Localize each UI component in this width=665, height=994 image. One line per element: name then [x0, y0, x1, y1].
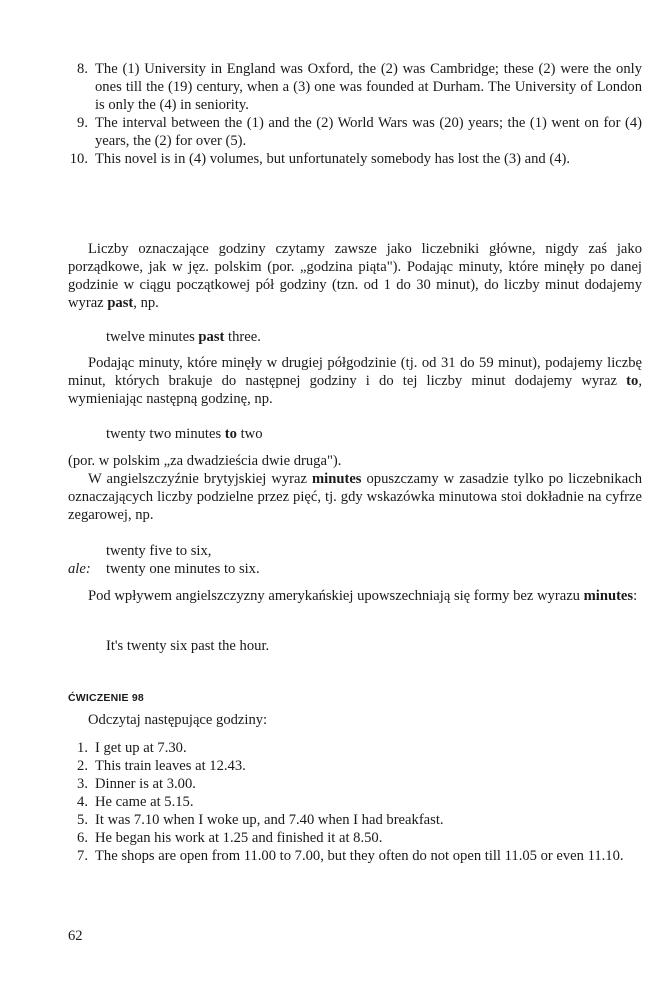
list-item-number: 3.	[77, 776, 88, 792]
exercise-98-list	[68, 739, 642, 865]
keyword-minutes: minutes	[312, 471, 362, 487]
list-item-number: 2.	[77, 758, 88, 774]
list-item	[68, 757, 642, 775]
list-item-number: 10.	[69, 151, 88, 167]
paragraph-text: (por. w polskim „za dwadzieścia dwie druga").	[68, 453, 342, 469]
list-item-text: I get up at 7.30.	[95, 740, 187, 756]
list-item-number: 4.	[77, 794, 88, 810]
paragraph-text: Podając minuty, które minęły w drugiej półgodzinie (tj. od 31 do 59 minut), podajemy liczbę minut, których brakuje do następnej godziny i do tej liczby minut dodajemy wyraz	[68, 355, 642, 389]
list-item	[68, 114, 642, 150]
list-item	[68, 150, 642, 168]
paragraph-text: :	[633, 588, 638, 604]
exercise-heading: ĆWICZENIE 98	[68, 692, 144, 704]
example-five-to-six: twenty five to six,	[106, 543, 212, 559]
paragraph-text: Liczby oznaczające godziny czytamy zawsze jako liczebniki główne, nigdy zaś jako porządkowe, jak w jęz. polskim (por. „godzina piąta"). Podając minuty, które minęły po danej godzinie w ciągu początkowej pół godziny (tzn. od 1 do 30 minut), do liczby minut dodajemy wyraz	[68, 241, 642, 311]
paragraph-text: opuszczamy w zasadzie tylko po liczebnikach oznaczających liczby podzielne przez pięć, tj. gdy wskazówka minutowa stoi dokładnie na cyfrze zegarowej, np.	[68, 471, 642, 523]
list-item-number: 5.	[77, 812, 88, 828]
list-item-text: It was 7.10 when I woke up, and 7.40 when I had breakfast.	[95, 812, 444, 828]
example-past-the-hour: It's twenty six past the hour.	[106, 638, 270, 654]
keyword-to: to	[224, 426, 237, 442]
list-item-text: This novel is in (4) volumes, but unfortunately somebody has lost the (3) and (4).	[95, 151, 571, 167]
keyword-past: past	[107, 295, 134, 311]
page-number: 62	[68, 928, 83, 944]
list-item-text: He began his work at 1.25 and finished it at 8.50.	[95, 830, 383, 846]
paragraph-text: , np.	[133, 295, 159, 311]
contrast-label: ale:	[68, 561, 91, 577]
example-text: two	[236, 426, 263, 442]
theory-paragraph-hours	[68, 240, 642, 312]
list-item-text: The (1) University in England was Oxford, the (2) was Cambridge; these (2) were the only ones till the (19) century, when a (3) one was founded at Durham. The University of London is only the (4) in seniority.	[95, 61, 642, 113]
list-item-number: 9.	[77, 115, 88, 131]
theory-paragraph-minutes	[68, 470, 642, 524]
paragraph-text: W angielszczyźnie brytyjskiej wyraz	[88, 471, 313, 487]
theory-paragraph-to	[68, 354, 642, 408]
example-past	[106, 328, 261, 346]
example-text: three.	[224, 329, 261, 345]
theory-paragraph-american	[68, 587, 642, 605]
list-item	[68, 60, 642, 114]
example-text: twelve minutes	[106, 329, 199, 345]
list-item-text: The interval between the (1) and the (2) World Wars was (20) years; the (1) went on for (4) years, the (2) for over (5).	[95, 115, 642, 149]
example-to	[106, 425, 263, 443]
exercise-instruction: Odczytaj następujące godziny:	[88, 712, 268, 728]
theory-paragraph-polish-compare	[68, 452, 642, 470]
list-item-text: Dinner is at 3.00.	[95, 776, 196, 792]
keyword-past: past	[198, 329, 225, 345]
keyword-to: to	[626, 373, 639, 389]
example-twenty-one-to-six: twenty one minutes to six.	[106, 561, 260, 577]
list-item-text: He came at 5.15.	[95, 794, 194, 810]
list-item-text: The shops are open from 11.00 to 7.00, but they often do not open till 11.05 or even 11.10.	[95, 848, 624, 864]
list-item	[68, 811, 642, 829]
list-item-number: 1.	[77, 740, 88, 756]
keyword-minutes: minutes	[583, 588, 634, 604]
list-item-number: 7.	[77, 848, 88, 864]
list-item	[68, 775, 642, 793]
list-item	[68, 829, 642, 847]
paragraph-text: , wymieniając następną godzinę, np.	[68, 373, 642, 407]
list-item-number: 6.	[77, 830, 88, 846]
list-item	[68, 847, 642, 865]
list-item-text: This train leaves at 12.43.	[95, 758, 246, 774]
list-item-number: 8.	[77, 61, 88, 77]
paragraph-text: Pod wpływem angielszczyzny amerykańskiej upowszechniają się formy bez wyrazu	[88, 588, 584, 604]
previous-exercise-list	[68, 60, 642, 168]
example-text: twenty two minutes	[106, 426, 225, 442]
list-item	[68, 793, 642, 811]
list-item	[68, 739, 642, 757]
